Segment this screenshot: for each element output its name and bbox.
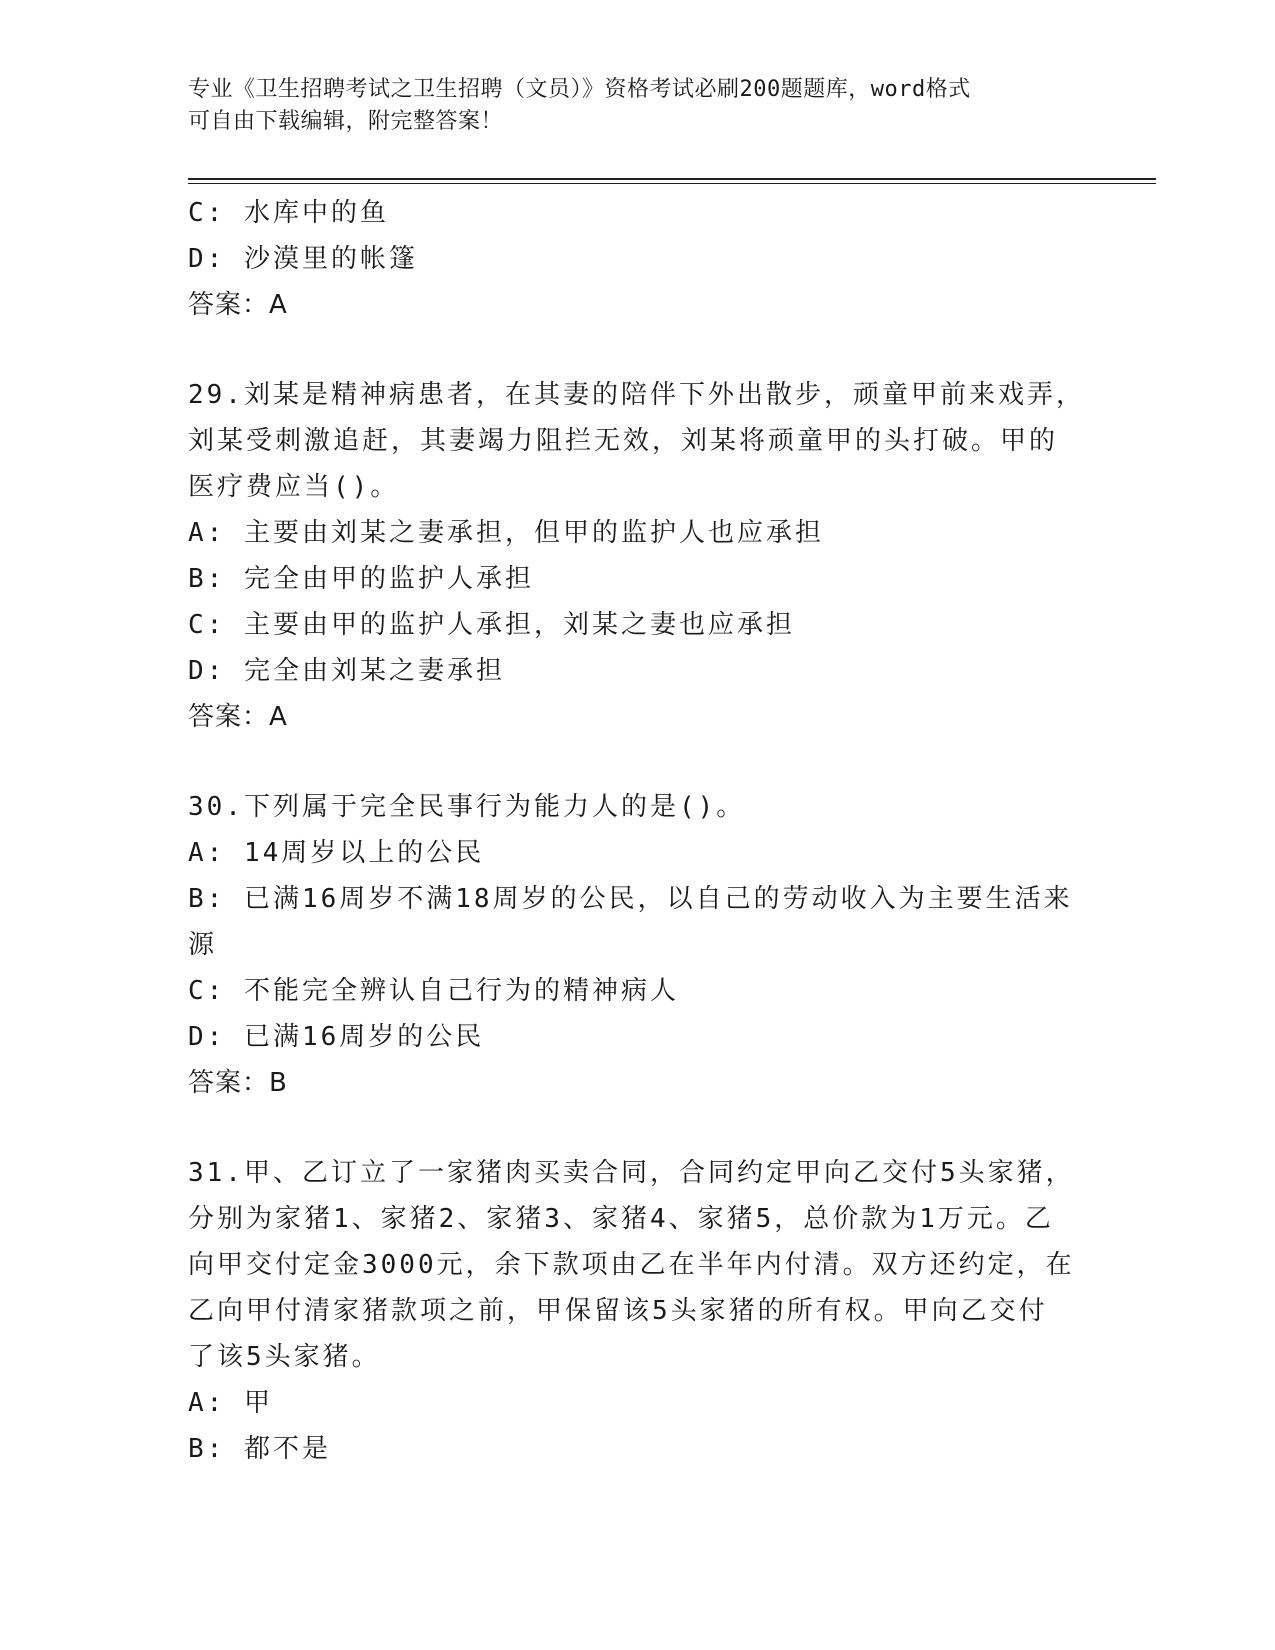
header-line-1: 专业《卫生招聘考试之卫生招聘（文员）》资格考试必刷200题题库，word格式 (188, 77, 971, 102)
question-29 (188, 372, 1088, 740)
option-c: C: 不能完全辨认自己行为的精神病人 (188, 976, 679, 1006)
answer-line: 答案：A (188, 290, 288, 320)
answer-line: 答案：A (188, 702, 288, 732)
document-header (188, 74, 1068, 138)
option-c: C: 水库中的鱼 (188, 198, 389, 228)
option-d: D: 沙漠里的帐篷 (188, 244, 418, 274)
question-stem-line: 向甲交付定金3000元，余下款项由乙在半年内付清。双方还约定，在 (188, 1250, 1075, 1280)
question-stem-line: 31.甲、乙订立了一家猪肉买卖合同，合同约定甲向乙交付5头家猪， (188, 1158, 1075, 1188)
question-stem-line: 分别为家猪1、家猪2、家猪3、家猪4、家猪5，总价款为1万元。乙 (188, 1204, 1054, 1234)
prev-question (188, 190, 1088, 328)
option-a: A: 14周岁以上的公民 (188, 838, 485, 868)
question-stem-line: 乙向甲付清家猪款项之前，甲保留该5头家猪的所有权。甲向乙交付 (188, 1296, 1048, 1326)
header-rule-thin (188, 183, 1156, 184)
answer-line: 答案：B (188, 1068, 288, 1098)
question-31 (188, 1150, 1088, 1472)
header-line-2: 可自由下载编辑，附完整答案！ (188, 109, 504, 134)
question-stem-line: 29.刘某是精神病患者，在其妻的陪伴下外出散步，顽童甲前来戏弄， (188, 380, 1085, 410)
header-rule (188, 178, 1156, 180)
question-stem-line: 了该5头家猪。 (188, 1342, 381, 1372)
option-b-continued: 源 (188, 930, 218, 960)
question-stem-line: 医疗费应当()。 (188, 472, 400, 502)
question-30 (188, 784, 1088, 1106)
option-a: A: 主要由刘某之妻承担，但甲的监护人也应承担 (188, 518, 824, 548)
option-b: B: 完全由甲的监护人承担 (188, 564, 534, 594)
option-b: B: 都不是 (188, 1434, 331, 1464)
option-d: D: 完全由刘某之妻承担 (188, 656, 505, 686)
option-b: B: 已满16周岁不满18周岁的公民，以自己的劳动收入为主要生活来 (188, 884, 1073, 914)
question-list (188, 190, 1088, 1472)
option-d: D: 已满16周岁的公民 (188, 1022, 485, 1052)
option-a: A: 甲 (188, 1388, 273, 1418)
option-c: C: 主要由甲的监护人承担，刘某之妻也应承担 (188, 610, 795, 640)
question-stem-line: 刘某受刺激追赶，其妻竭力阻拦无效，刘某将顽童甲的头打破。甲的 (188, 426, 1059, 456)
question-stem-line: 30.下列属于完全民事行为能力人的是()。 (188, 792, 746, 822)
